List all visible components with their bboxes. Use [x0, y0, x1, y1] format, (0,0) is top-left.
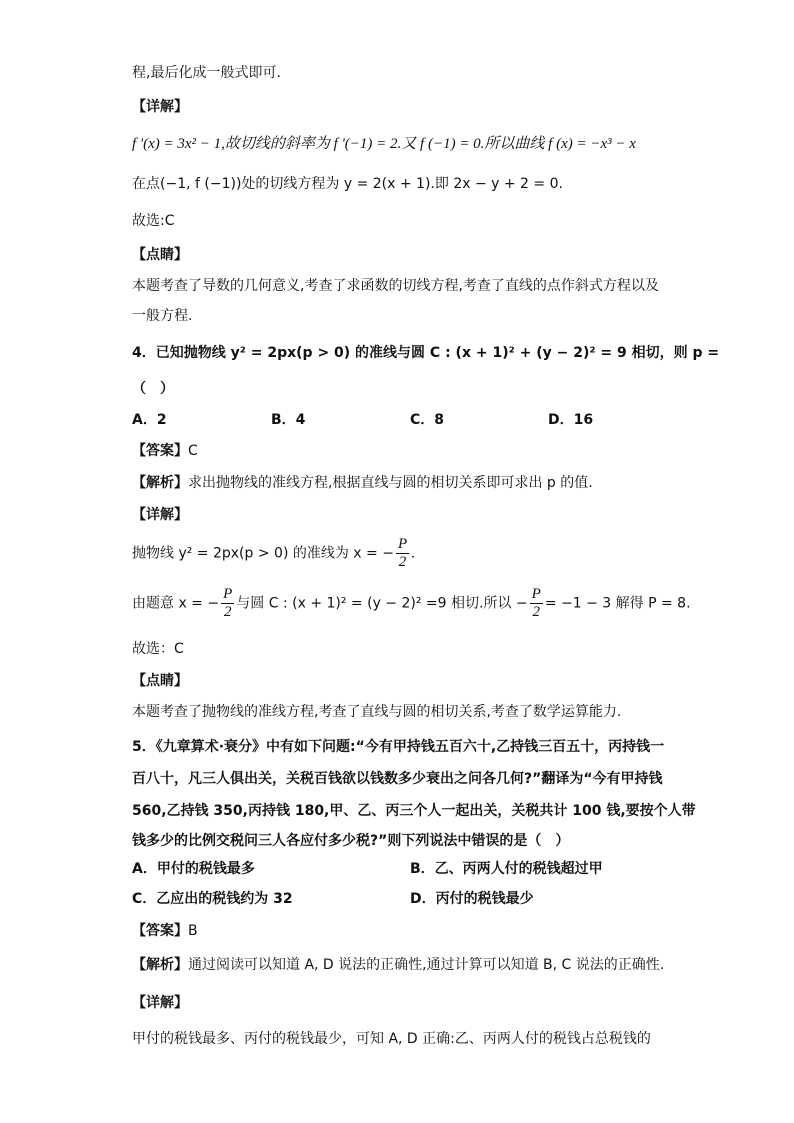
fraction-denominator: 2 [398, 554, 407, 570]
q4-option-a: A．2 [132, 412, 167, 428]
detail-text-a: 由题意 x = − [132, 595, 220, 612]
q4-analysis-line [132, 472, 664, 494]
q5-analysis-line [132, 954, 664, 976]
section-heading-comment: 【点睛】 [132, 247, 188, 263]
question-5-line-2: 百八十，凡三人俱出关，关税百钱欲以钱数多少衰出之问各几何?”翻译为“今有甲持钱 [132, 771, 663, 787]
text-line: 本题考查了导数的几何意义,考查了求函数的切线方程,考查了直线的点作斜式方程以及 [132, 278, 659, 294]
question-4-paren: （ ） [132, 381, 174, 397]
q5-option-b: B．乙、丙两人付的税钱超过甲 [410, 861, 603, 877]
analysis-text: 通过阅读可以知道 A, D 说法的正确性,通过计算可以知道 B, C 说法的正确性. [188, 957, 665, 973]
fraction-p-over-2 [221, 586, 234, 621]
q4-option-b: B．4 [271, 412, 306, 428]
analysis-text: 求出抛物线的准线方程,根据直线与圆的相切关系即可求出 p 的值. [188, 475, 593, 491]
text-line: 一般方程. [132, 308, 193, 324]
section-heading-detail: 【详解】 [132, 995, 188, 1011]
text-line: 甲付的税钱最多、丙付的税钱最少，可知 A, D 正确:乙、丙两人付的税钱占总税钱的 [132, 1031, 651, 1047]
question-4-stem: 4．已知抛物线 y² = 2px(p > 0) 的准线与圆 C : (x + 1)² + (y − 2)² = 9 相切，则 p = [132, 345, 720, 361]
detail-text: 抛物线 y² = 2px(p > 0) 的准线为 x = − [132, 545, 394, 562]
text-line: 本题考查了抛物线的准线方程,考查了直线与圆的相切关系,考查了数学运算能力. [132, 704, 622, 720]
answer-value: B [188, 923, 198, 939]
answer-tag: 【答案】 [132, 443, 188, 459]
fraction-denominator: 2 [532, 604, 540, 620]
question-5-line-4: 钱多少的比例交税问三人各应付多少税?”则下列说法中错误的是（ ） [132, 833, 570, 849]
q4-option-c: C．8 [410, 412, 445, 428]
q4-detail-line-2 [132, 586, 691, 621]
answer-tag: 【答案】 [132, 923, 188, 939]
text-line: 故选：C [132, 641, 184, 657]
fraction-numerator: P [223, 586, 233, 602]
fraction-p-over-2 [396, 536, 409, 571]
detail-text-b: 与圆 C : (x + 1)² = (y − 2)² =9 相切.所以 − [236, 595, 528, 612]
q4-answer-line [132, 440, 664, 462]
q4-option-d: D．16 [548, 412, 594, 428]
q4-detail-line-1: 抛物线 y² = 2px(p > 0) 的准线为 x = − $\frac{P}{2}$ . [132, 536, 415, 570]
question-5-line-3: 560,乙持钱 350,丙持钱 180,甲、乙、丙三个人一起出关，关税共计 100 钱,要按个人带 [132, 803, 696, 819]
text-line: 程,最后化成一般式即可. [132, 65, 281, 81]
q5-option-a: A．甲付的税钱最多 [132, 861, 255, 877]
q5-option-c: C．乙应出的税钱约为 32 [132, 891, 293, 907]
answer-value: C [188, 443, 198, 459]
text-line: 故选:C [132, 213, 175, 229]
analysis-tag: 【解析】 [132, 475, 188, 491]
section-heading-comment: 【点睛】 [132, 673, 188, 689]
math-line: 在点(−1, f (−1))处的切线方程为 y = 2(x + 1).即 2x − y + 2 = 0. [132, 176, 563, 192]
section-heading-detail: 【详解】 [132, 507, 188, 523]
section-heading-detail: 【详解】 [132, 99, 188, 115]
fraction-numerator: P [531, 586, 541, 602]
math-line: f '(x) = 3x² − 1,故切线的斜率为 f '(−1) = 2.又 f (−1) = 0.所以曲线 f (x) = −x³ − x [132, 136, 636, 152]
analysis-tag: 【解析】 [132, 957, 188, 973]
fraction-denominator: 2 [223, 604, 232, 620]
q5-answer-line [132, 920, 664, 942]
fraction-p-over-2 [530, 586, 543, 621]
fraction-numerator: P [397, 536, 408, 552]
q5-option-d: D．丙付的税钱最少 [410, 891, 534, 907]
question-5-line-1: 5．《九章算术·衰分》中有如下问题:“今有甲持钱五百六十,乙持钱三百五十，丙持钱一 [132, 739, 665, 755]
detail-text-c: = −1 − 3 解得 P = 8. [544, 595, 691, 612]
